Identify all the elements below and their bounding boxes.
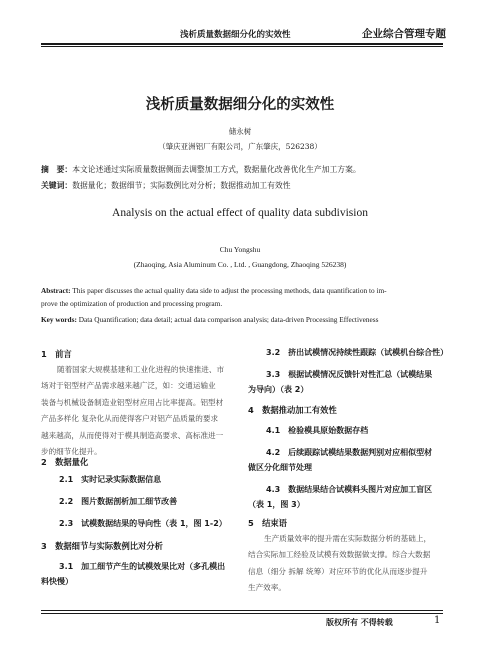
intro-line: 场对于铝型材产品需求越来越广泛，如：交通运输业 xyxy=(41,381,216,391)
subsection-3-3-cont: 为导向）（表 2） xyxy=(248,385,309,394)
conclusion-paragraph xyxy=(248,531,446,597)
author-en: Chu Yongshu xyxy=(219,245,261,254)
paper-title-en: Analysis on the actual effect of quality data subdivision xyxy=(112,207,368,219)
keywords-cn xyxy=(41,180,446,191)
abstract-en-label: Abstract: xyxy=(41,286,71,295)
conclusion-line: 生产效率。 xyxy=(248,583,286,593)
affiliation-cn: （肇庆亚洲铝厂有限公司，广东肇庆，526238） xyxy=(158,142,322,151)
intro-line: 装备与机械设备制造业铝型材应用占比率提高。铝型材 xyxy=(41,397,224,407)
footer-rule-thin xyxy=(41,610,443,611)
footer-rule xyxy=(41,613,443,614)
abstract-en-line1: This paper discusses the actual quality data side to adjust the processing methods, data quantification to im- xyxy=(72,286,387,295)
intro-line: 越来越高，从而使得对于模具制造高要求、高标准进一 xyxy=(41,430,224,440)
abstract-en-line2: prove the optimization of production and processing program. xyxy=(41,298,223,308)
subsection-4-3-cont: （表 1，图 3） xyxy=(248,500,305,509)
subsection-3-1: 3.1 加工细节产生的试模效果比对（多孔模出 xyxy=(59,562,226,571)
section-heading-5: 5 结束语 xyxy=(248,518,287,528)
conclusion-line: 结合实际加工经验及试模有效数据做支撑。综合大数据 xyxy=(248,550,431,560)
keywords-cn-label: 关键词： xyxy=(41,181,73,190)
subsection-4-1: 4.1 检验模具原始数据存档 xyxy=(266,426,369,435)
section-heading-3: 3 数据细节与实际数例比对分析 xyxy=(41,541,163,551)
column-name: 企业综合管理专题 xyxy=(362,28,446,40)
abstract-cn-label: 摘 要： xyxy=(41,165,73,174)
affiliation-en: (Zhaoqing, Asia Aluminum Co. , Ltd. , Guangdong, Zhaoqing 526238) xyxy=(133,260,347,269)
conclusion-line: 信息（细分 拆解 统筹）对应环节的优化从而逐步提升 xyxy=(248,566,428,576)
intro-paragraph xyxy=(41,362,239,460)
subsection-2-2: 2.2 图片数据剖析加工细节改善 xyxy=(59,497,178,506)
subsection-4-2-cont: 做区分化细节处理 xyxy=(248,463,312,472)
intro-line: 步的细节化提升。 xyxy=(41,447,102,457)
author-cn: 储永树 xyxy=(228,127,252,136)
section-heading-4: 4 数据推动加工有效性 xyxy=(248,405,337,415)
conclusion-line: 生产质量效率的提升需在实际数据分析的基础上， xyxy=(264,534,432,543)
abstract-cn xyxy=(41,164,446,175)
section-heading-2: 2 数据量化 xyxy=(41,457,89,467)
paper-title-cn: 浅析质量数据细分化的实效性 xyxy=(145,97,335,113)
keywords-cn-text: 数据量化；数据细节；实际数例比对分析；数据推动加工有效性 xyxy=(72,181,291,190)
header-rule-thin xyxy=(41,46,443,47)
intro-line: 产品多样化 复杂化从而使得客户对铝产品质量的要求 xyxy=(41,414,219,424)
subsection-4-3: 4.3 数据结果结合试模料头图片对应加工盲区 xyxy=(266,485,433,494)
subsection-2-3: 2.3 试模数据结果的导向性（表 1，图 1-2） xyxy=(59,519,227,528)
abstract-cn-text: 本文论述通过实际质量数据侧面去调整加工方式，数据量化改善优化生产加工方案。 xyxy=(72,165,361,174)
subsection-3-1-cont: 料快慢） xyxy=(41,577,73,586)
page-number: 1 xyxy=(434,615,441,626)
section-heading-1: 1 前言 xyxy=(41,349,72,359)
running-title: 浅析质量数据细分化的实效性 xyxy=(180,30,291,40)
copyright-notice: 版权所有 不得转载 xyxy=(326,618,393,627)
subsection-3-3: 3.3 根据试模情况反馈针对性汇总（试模结果 xyxy=(266,370,433,379)
subsection-2-1: 2.1 实时记录实际数据信息 xyxy=(59,475,162,484)
abstract-en xyxy=(41,285,445,310)
header-rule xyxy=(41,43,443,45)
keywords-en-label: Key words: xyxy=(41,315,77,324)
subsection-3-2: 3.2 挤出试模情况持续性跟踪（试模机台综合性） xyxy=(266,348,449,357)
keywords-en xyxy=(41,315,445,324)
intro-line: 随着国家大规模基建和工业化进程的快速推进、市 xyxy=(57,365,225,374)
keywords-en-text: Data Quantification; data detail; actual data comparison analysis; data-driven Processing Effectiveness xyxy=(78,315,379,324)
subsection-4-2: 4.2 后续跟踪试模结果数据判别对应相似型材 xyxy=(266,448,433,457)
